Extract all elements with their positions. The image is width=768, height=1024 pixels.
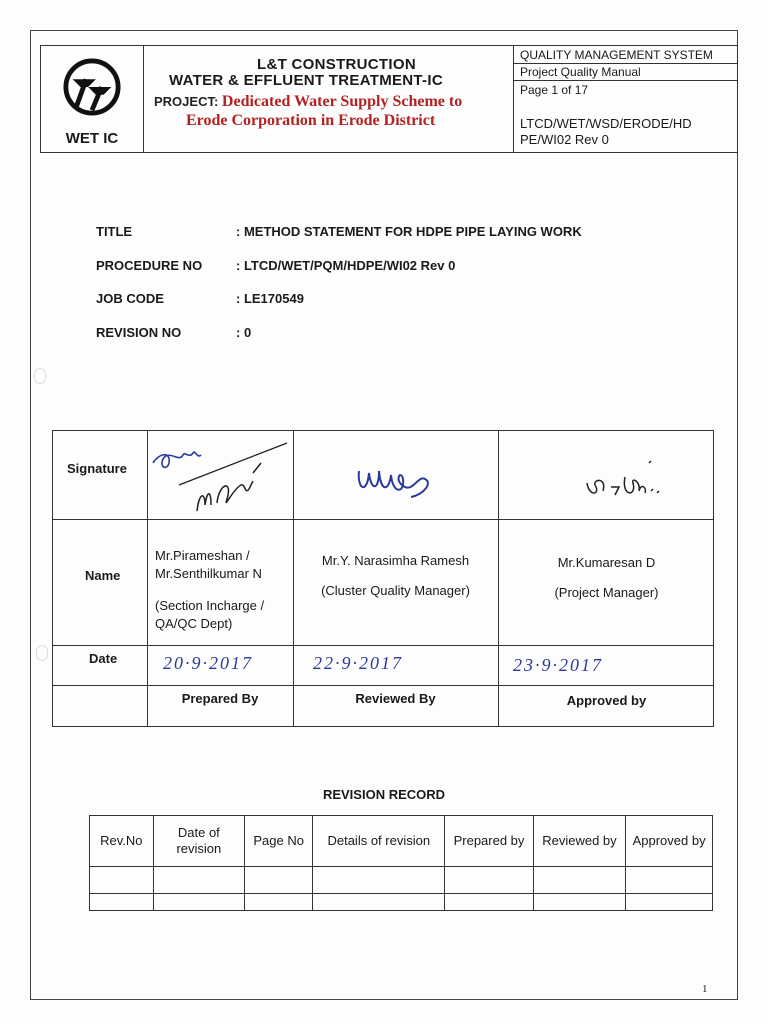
meta-procedure: [96, 258, 456, 273]
table-header-row: [90, 816, 713, 867]
approved-by-label: Approved by: [566, 693, 647, 708]
org-division: WATER & EFFLUENT TREATMENT-IC: [169, 72, 443, 89]
org-name: L&T CONSTRUCTION: [257, 56, 416, 73]
document-header: [40, 45, 738, 153]
procedure-value: : LTCD/WET/PQM/HDPE/WI02 Rev 0: [236, 258, 456, 273]
project-name-2: Erode Corporation in Erode District: [186, 112, 436, 129]
column-header: Page No: [245, 816, 313, 867]
logo-cell: [41, 46, 144, 152]
column-header: Rev.No: [90, 816, 154, 867]
table-row: [90, 894, 713, 911]
column-header: Reviewed by: [533, 816, 625, 867]
name-label: Name: [85, 568, 121, 583]
title-label: TITLE: [96, 224, 133, 239]
page-count: Page 1 of 17: [520, 83, 589, 97]
meta-title: [96, 224, 582, 239]
revision-record-table: [89, 815, 713, 911]
qms-cell: [513, 46, 738, 152]
reviewed-signature-icon: [353, 461, 443, 507]
procedure-label: PROCEDURE NO: [96, 258, 203, 273]
signoff-table: [52, 430, 714, 727]
table-row: [90, 867, 713, 894]
meta-revision: [96, 325, 252, 340]
prepared-date: 20·9·2017: [163, 653, 253, 673]
signature-label: Signature: [67, 461, 127, 476]
approved-name: Mr.Kumaresan D: [557, 555, 656, 570]
column-header: Details of revision: [313, 816, 445, 867]
reviewed-by-label: Reviewed By: [355, 691, 436, 706]
revision-record-title: REVISION RECORD: [322, 787, 446, 802]
meta-job: [96, 291, 304, 306]
title-value: : METHOD STATEMENT FOR HDPE PIPE LAYING WORK: [236, 224, 582, 239]
reviewed-role: (Cluster Quality Manager): [321, 583, 470, 598]
approved-role: (Project Manager): [554, 585, 659, 600]
column-header: Prepared by: [445, 816, 533, 867]
qms-label: QUALITY MANAGEMENT SYSTEM: [514, 48, 738, 64]
approved-signature-icon: [581, 457, 671, 507]
job-value: : LE170549: [236, 291, 304, 306]
prepared-role: (Section Incharge / QA/QC Dept): [155, 598, 265, 631]
unit-label: WET IC: [65, 130, 119, 147]
doc-reference: LTCD/WET/WSD/ERODE/HD PE/WI02 Rev 0: [520, 116, 692, 147]
job-label: JOB CODE: [96, 291, 164, 306]
column-header: Approved by: [626, 816, 713, 867]
lt-logo-icon: [63, 58, 121, 116]
prepared-by-label: Prepared By: [181, 691, 259, 706]
approved-date: 23·9·2017: [513, 655, 603, 675]
page-number: 1: [702, 983, 708, 995]
project-line: [154, 93, 462, 111]
project-label: PROJECT:: [154, 94, 219, 109]
revision-value: : 0: [236, 325, 252, 340]
prepared-name: Mr.Pirameshan / Mr.Senthilkumar N: [155, 548, 262, 581]
punch-hole: [34, 368, 46, 384]
revision-label: REVISION NO: [96, 325, 182, 340]
prepared-signature-icon: [149, 433, 291, 517]
date-label: Date: [89, 651, 118, 666]
manual-label: Project Quality Manual: [514, 65, 738, 81]
reviewed-name: Mr.Y. Narasimha Ramesh: [321, 553, 470, 568]
reviewed-date: 22·9·2017: [313, 653, 403, 673]
project-name-1: Dedicated Water Supply Scheme to: [221, 93, 463, 110]
punch-hole: [36, 645, 48, 661]
column-header: Date of revision: [153, 816, 244, 867]
